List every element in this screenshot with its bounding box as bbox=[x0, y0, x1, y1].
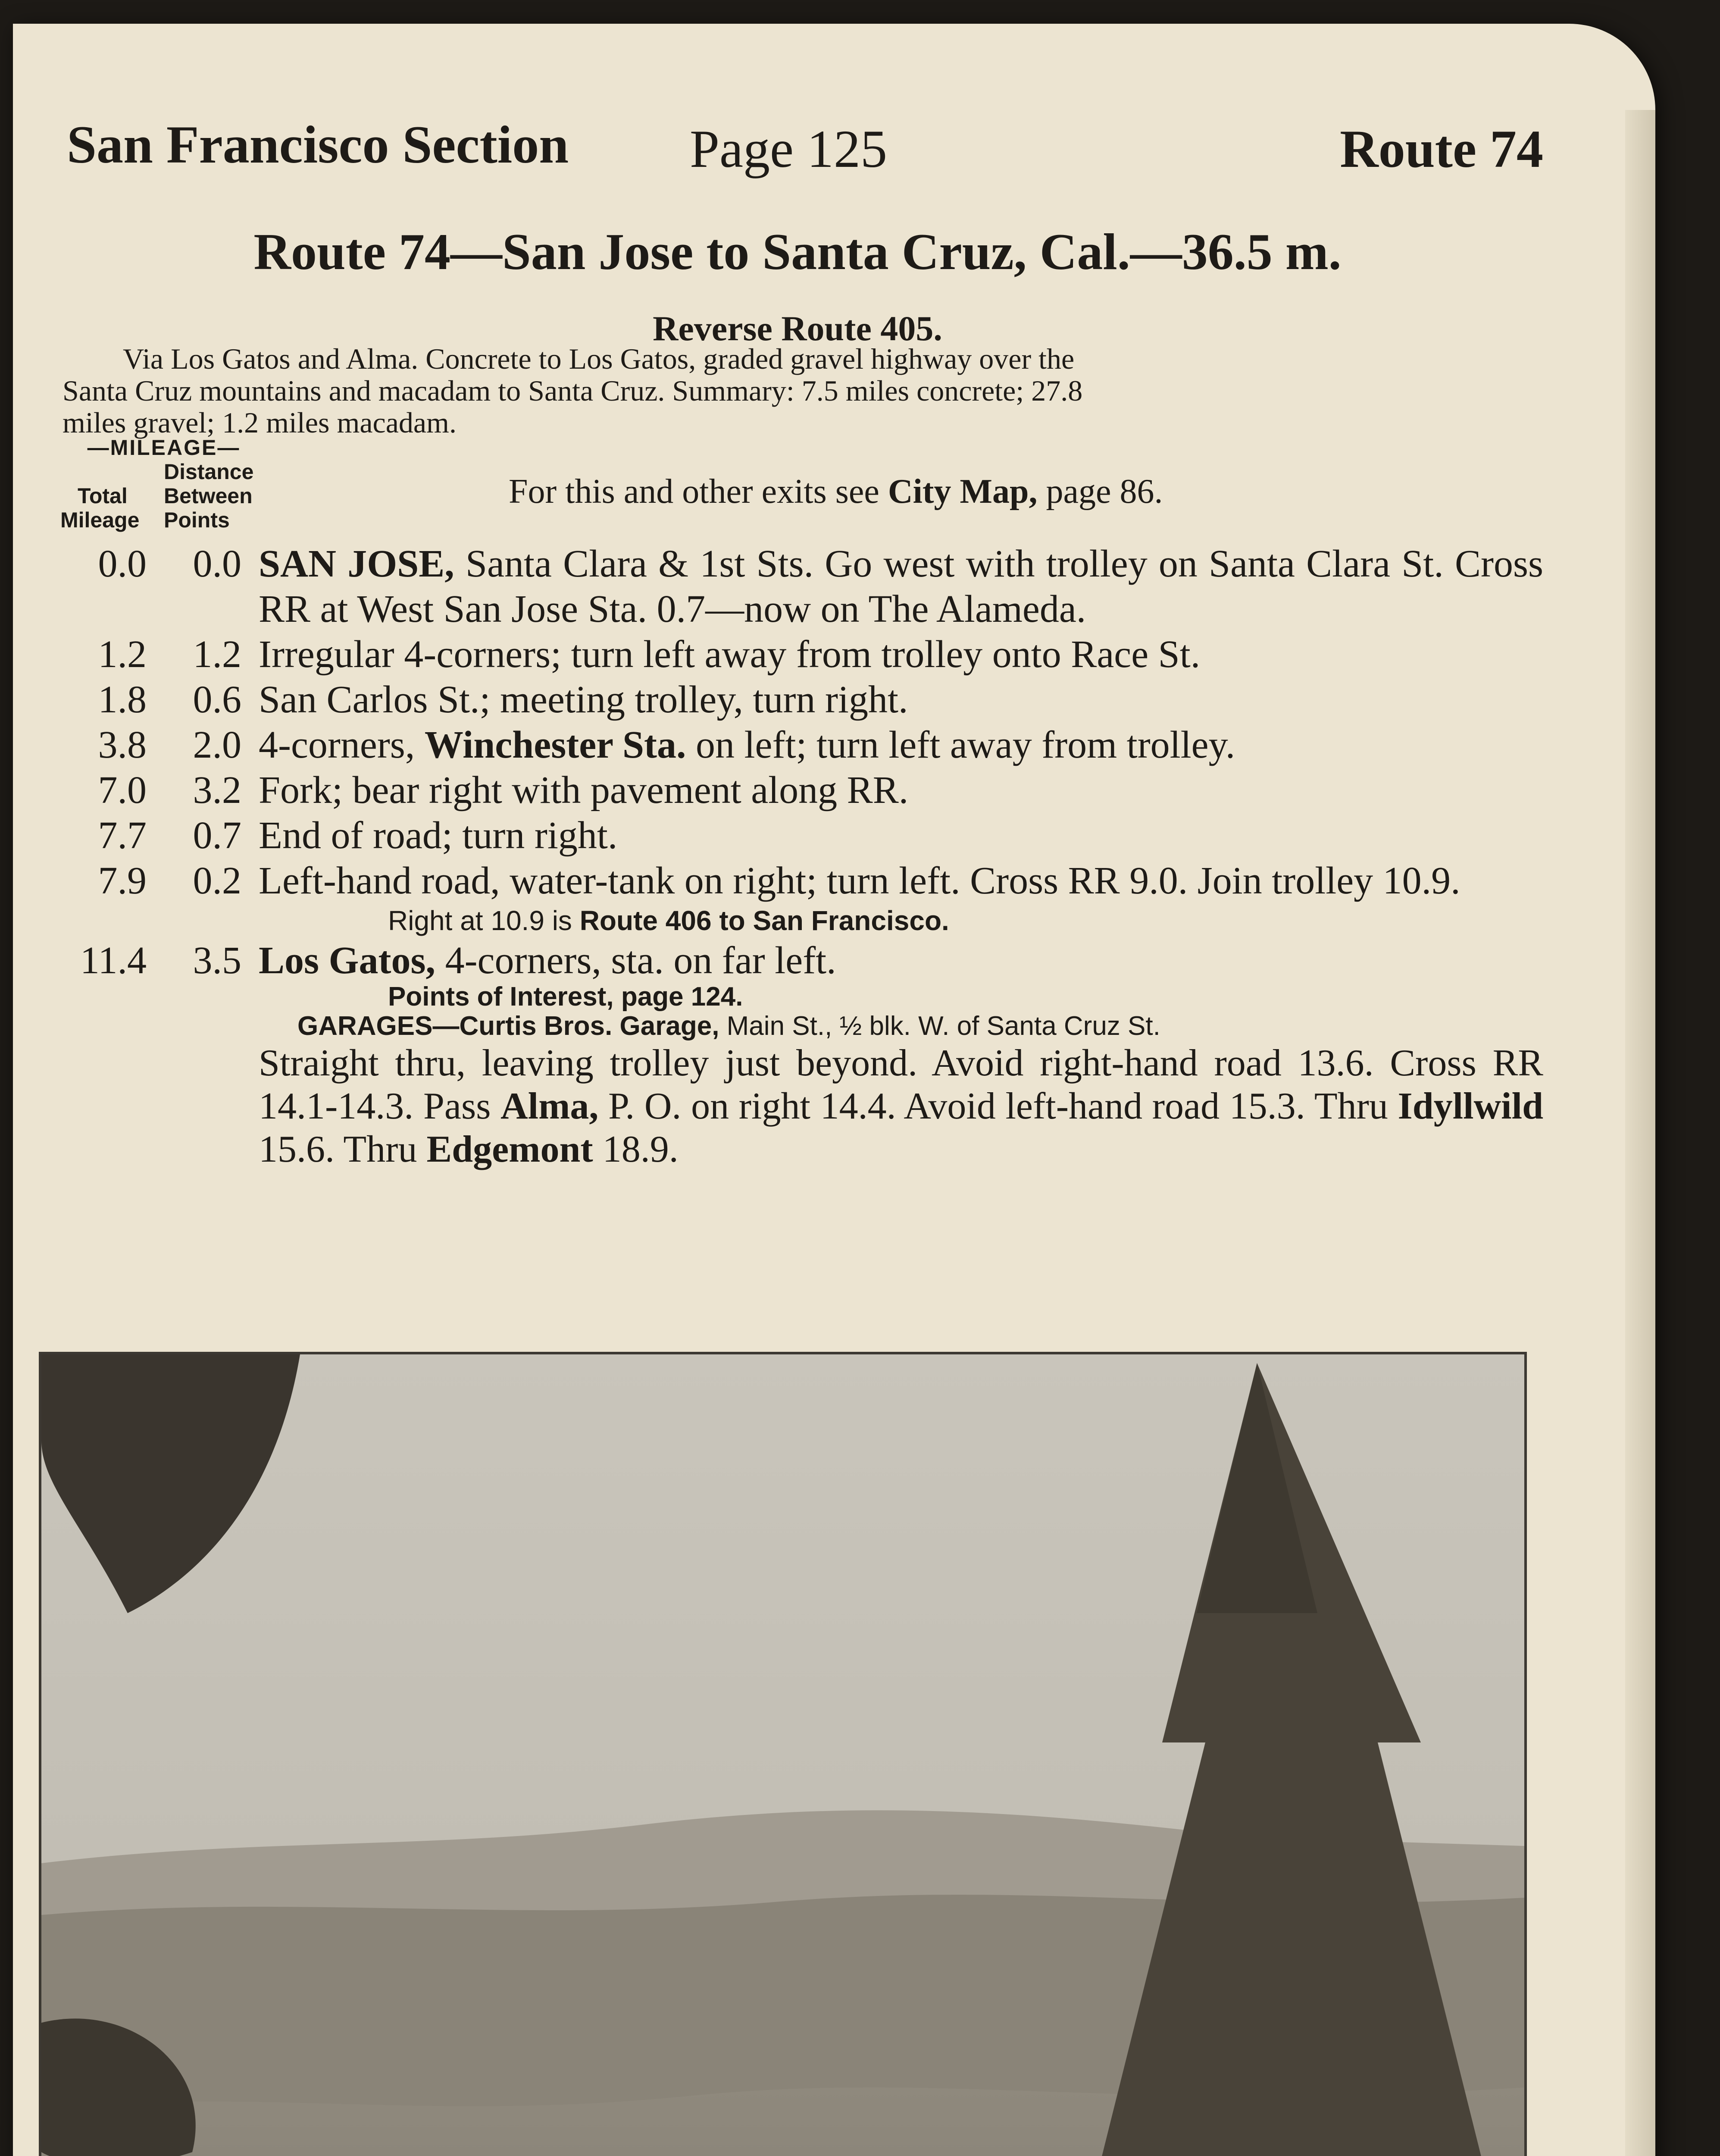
direction-text: San Carlos St.; meeting trolley, turn right. bbox=[259, 678, 908, 721]
garage-name: GARAGES—Curtis Bros. Garage, bbox=[297, 1011, 719, 1041]
mileage-sub-label: Mileage bbox=[60, 508, 140, 532]
distance-between: 0.6 bbox=[193, 678, 241, 721]
total-mileage: 7.9 bbox=[98, 859, 147, 902]
direction-row bbox=[47, 813, 1543, 858]
distance-between: 0.2 bbox=[193, 859, 241, 902]
route-label: Route 74 bbox=[1340, 119, 1543, 179]
garages-note bbox=[297, 1011, 1543, 1042]
note-prefix: Right at 10.9 is bbox=[388, 905, 580, 936]
direction-row bbox=[47, 541, 1543, 632]
route-406-note bbox=[388, 903, 1543, 938]
direction-detail: Santa Clara & 1st Sts. Go west with trolley on Santa Clara St. Cross RR at West San Jose Sta. 0.7—now on The Alameda. bbox=[259, 542, 1543, 630]
final-text-3: 15.6. Thru bbox=[259, 1128, 427, 1170]
route-406-ref: Route 406 to San Francisco. bbox=[579, 905, 949, 936]
distance-between: 3.2 bbox=[193, 769, 241, 812]
place-edgemont: Edgemont bbox=[426, 1128, 593, 1170]
garage-detail: Main St., ½ blk. W. of Santa Cruz St. bbox=[719, 1011, 1160, 1041]
direction-row bbox=[47, 677, 1543, 722]
section-title: San Francisco Section bbox=[67, 115, 569, 174]
between-label: Between bbox=[164, 484, 253, 508]
city-map-ref: City Map, bbox=[888, 473, 1038, 511]
mileage-column-header bbox=[60, 436, 280, 532]
place-name: SAN JOSE, bbox=[259, 542, 454, 585]
direction-prefix: 4-corners, bbox=[259, 724, 425, 766]
page-number: Page 125 bbox=[690, 119, 888, 179]
direction-text bbox=[259, 938, 1543, 983]
summary-line-1: Via Los Gatos and Alma. Concrete to Los Gatos, graded gravel highway over the bbox=[123, 342, 1075, 375]
final-directions bbox=[259, 1042, 1543, 1171]
route-summary bbox=[63, 343, 1541, 439]
direction-text: Irregular 4-corners; turn left away from trolley onto Race St. bbox=[259, 633, 1201, 676]
distance-between: 0.7 bbox=[193, 814, 241, 857]
total-label: Total bbox=[78, 484, 128, 508]
place-idyllwild: Idyllwild bbox=[1398, 1085, 1544, 1127]
direction-row bbox=[47, 632, 1543, 677]
direction-text: End of road; turn right. bbox=[259, 814, 618, 857]
valley-photograph bbox=[39, 1352, 1527, 2156]
direction-text bbox=[259, 541, 1543, 632]
summary-line-2: Santa Cruz mountains and macadam to Santa Cruz. Summary: 7.5 miles concrete; 27.8 bbox=[63, 374, 1083, 407]
direction-row bbox=[47, 858, 1543, 903]
total-mileage: 3.8 bbox=[98, 724, 147, 766]
running-header bbox=[56, 101, 1543, 179]
total-mileage: 1.2 bbox=[98, 633, 147, 676]
total-mileage: 7.7 bbox=[98, 814, 147, 857]
exits-page: page 86. bbox=[1037, 473, 1163, 511]
total-mileage: 0.0 bbox=[98, 542, 147, 585]
final-text-2: P. O. on right 14.4. Avoid left-hand road 15.3. Thru bbox=[598, 1085, 1398, 1127]
route-title: Route 74—San Jose to Santa Cruz, Cal.—36.5 m. bbox=[253, 223, 1342, 280]
direction-text: Fork; bear right with pavement along RR. bbox=[259, 769, 909, 812]
route-directions bbox=[47, 541, 1543, 1171]
direction-text bbox=[259, 722, 1543, 768]
distance-between: 2.0 bbox=[193, 724, 241, 766]
book-page bbox=[13, 24, 1655, 2156]
exits-text: For this and other exits see bbox=[509, 473, 888, 511]
page-edge bbox=[1625, 110, 1655, 2156]
exits-note bbox=[509, 472, 1163, 511]
place-name: Winchester Sta. bbox=[424, 724, 686, 766]
final-text-1: Straight thru, leaving trolley just beyond. Avoid right-hand road 13.6. Cross RR 14.1-14.3. Pass bbox=[259, 1042, 1543, 1127]
direction-detail: on left; turn left away from trolley. bbox=[686, 724, 1235, 766]
place-name: Los Gatos, bbox=[259, 939, 436, 982]
direction-row bbox=[47, 768, 1543, 813]
points-of-interest: Points of Interest, page 124. bbox=[388, 982, 743, 1012]
final-text-4: 18.9. bbox=[593, 1128, 679, 1170]
mileage-label: —MILEAGE— bbox=[87, 436, 241, 460]
distance-between: 1.2 bbox=[193, 633, 241, 676]
distance-between: 0.0 bbox=[193, 542, 241, 585]
direction-row bbox=[47, 938, 1543, 983]
total-mileage: 7.0 bbox=[98, 769, 147, 812]
total-mileage: 1.8 bbox=[98, 678, 147, 721]
place-alma: Alma, bbox=[500, 1085, 599, 1127]
direction-row bbox=[47, 722, 1543, 768]
reverse-route: Reverse Route 405. bbox=[653, 309, 942, 348]
direction-detail: 4-corners, sta. on far left. bbox=[435, 939, 836, 982]
landscape-illustration bbox=[41, 1354, 1524, 2156]
direction-text: Left-hand road, water-tank on right; turn left. Cross RR 9.0. Join trolley 10.9. bbox=[259, 859, 1460, 902]
distance-label: Distance bbox=[164, 460, 254, 484]
points-label: Points bbox=[164, 508, 230, 532]
summary-line-3: miles gravel; 1.2 miles macadam. bbox=[63, 406, 457, 439]
total-mileage: 11.4 bbox=[80, 939, 147, 982]
distance-between: 3.5 bbox=[193, 939, 241, 982]
